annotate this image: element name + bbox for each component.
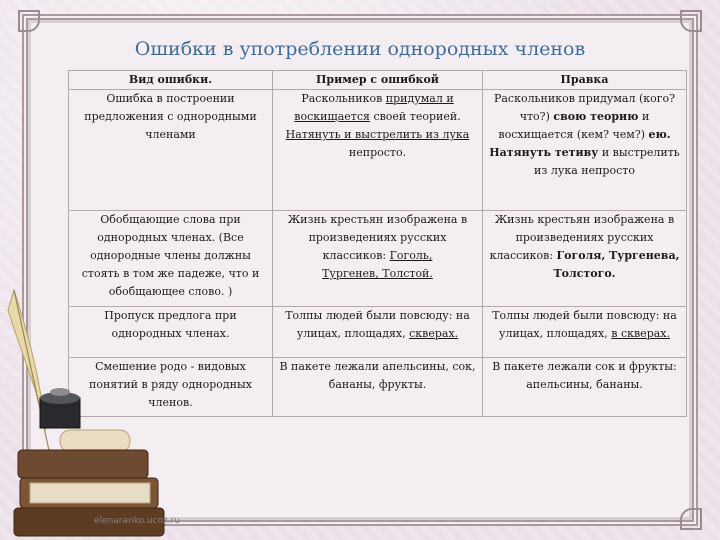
header-row [69, 71, 687, 90]
slide-title: Ошибки в употреблении однородных членов [134, 38, 586, 60]
header-example: Пример с ошибкой [273, 71, 483, 90]
header-fix: Правка [483, 71, 687, 90]
kind-cell: Смешение родо - видовых понятий в ряду однородных членов. [69, 358, 273, 417]
fix-cell: Жизнь крестьян изображена в произведениях русских классиков: Гоголя, Тургенева, Толстого. [483, 211, 687, 307]
fix-cell: Толпы людей были повсюду: на улицах, площадях, в скверах. [483, 307, 687, 358]
kind-cell: Обобщающие слова при однородных членах. (Все однородные члены должны стоять в том же падеже, что и обобщающее слово. ) [69, 211, 273, 307]
fix-cell: В пакете лежали сок и фрукты: апельсины, бананы. [483, 358, 687, 417]
example-cell: Толпы людей были повсюду: на улицах, площадях, скверах. [273, 307, 483, 358]
table-row [69, 90, 687, 211]
watermark: elenaranko.ucoz.ru [94, 516, 180, 526]
example-cell: Жизнь крестьян изображена в произведениях русских классиков: Гоголь, Тургенев, Толстой. [273, 211, 483, 307]
example-cell: Раскольников придумал и воскищается своей теорией. Натянуть и выстрелить из лука непросто. [273, 90, 483, 211]
kind-cell: Ошибка в построении предложения с однородными членами [69, 90, 273, 211]
example-cell: В пакете лежали апельсины, сок, бананы, фрукты. [273, 358, 483, 417]
kind-cell: Пропуск предлога при однородных членах. [69, 307, 273, 358]
fix-cell: Раскольников придумал (кого? что?) свою теорию и восхищается (кем? чем?) ею. Натянуть тетиву и выстрелить из лука непросто [483, 90, 687, 211]
book-icon [18, 450, 148, 478]
header-kind: Вид ошибки. [69, 71, 273, 90]
books-quill-inkwell-illustration [0, 280, 170, 540]
scroll-icon [60, 430, 130, 452]
